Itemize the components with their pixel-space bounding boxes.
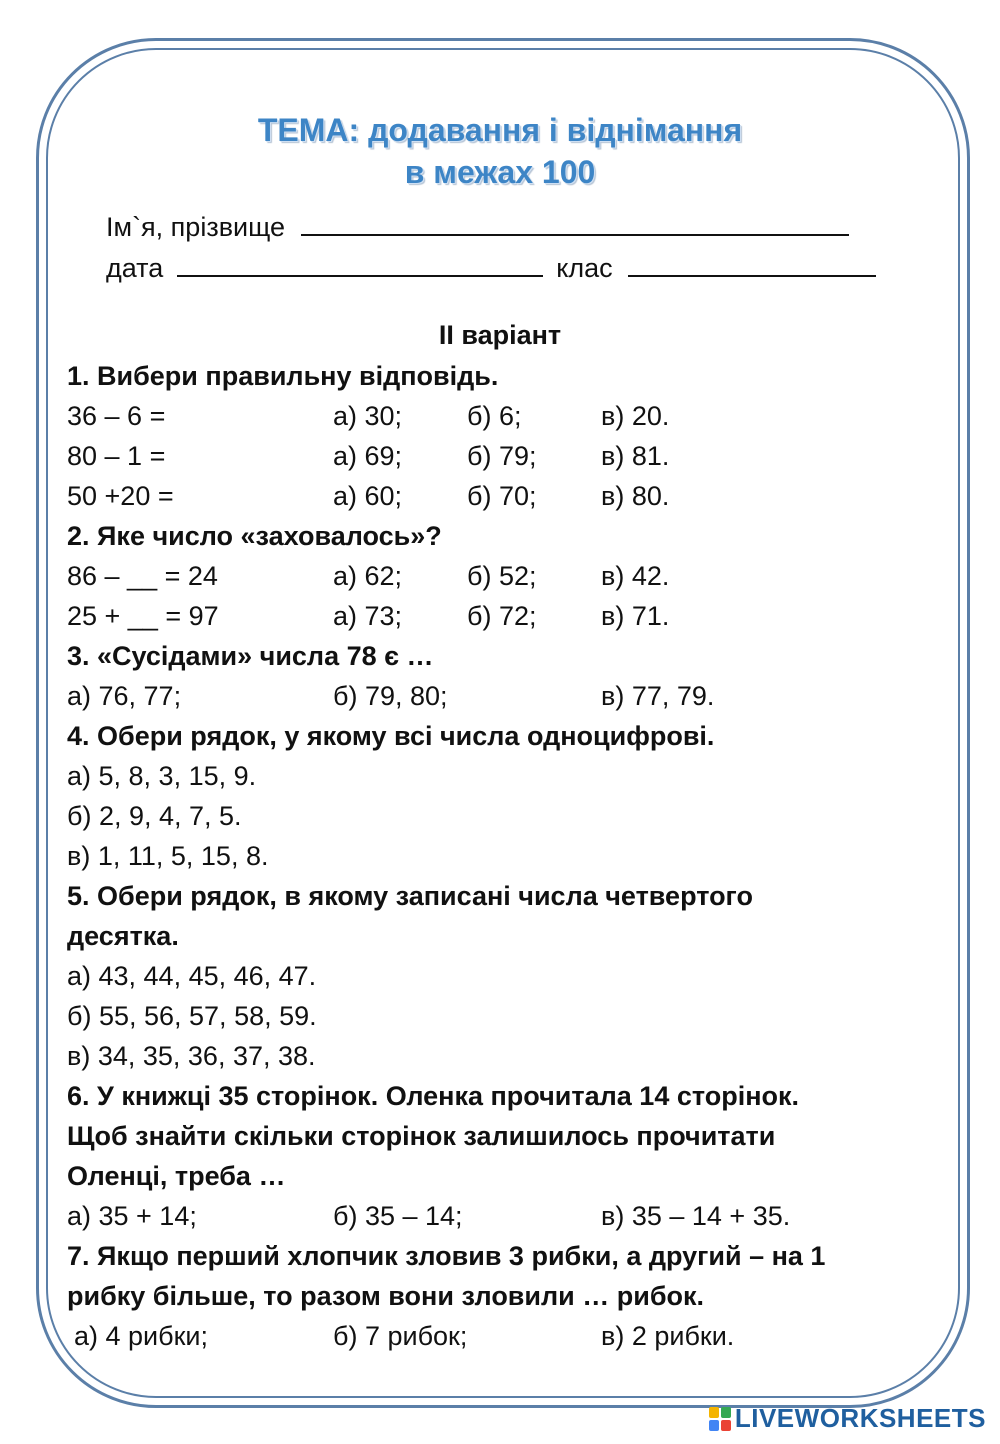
q2-option-b[interactable]: б) 52; xyxy=(467,561,537,591)
q1-option-b[interactable]: б) 79; xyxy=(467,441,537,471)
q7-option-b[interactable]: б) 7 рибок; xyxy=(333,1321,468,1351)
q6-title-line2: Щоб знайти скільки сторінок залишилось прочитати xyxy=(67,1121,776,1151)
name-label: Ім`я, прізвище xyxy=(106,212,286,242)
name-input-line[interactable] xyxy=(301,210,849,236)
q1-option-b[interactable]: б) 6; xyxy=(467,401,522,431)
class-label: клас xyxy=(556,253,613,283)
worksheet-title-line1: ТЕМА: додавання і віднімання xyxy=(257,112,743,148)
q5-title-line1: 5. Обери рядок, в якому записані числа четвертого xyxy=(67,881,753,911)
q4-option-b[interactable]: б) 2, 9, 4, 7, 5. xyxy=(67,801,242,831)
q1-option-b[interactable]: б) 70; xyxy=(467,481,537,511)
q1-option-c[interactable]: в) 81. xyxy=(601,441,670,471)
variant-heading: ІІ варіант xyxy=(438,320,562,350)
q5-option-c[interactable]: в) 34, 35, 36, 37, 38. xyxy=(67,1041,316,1071)
q1-expression: 80 – 1 = xyxy=(67,441,166,471)
q1-option-a[interactable]: а) 69; xyxy=(333,441,403,471)
q5-option-a[interactable]: а) 43, 44, 45, 46, 47. xyxy=(67,961,317,991)
q5-option-b[interactable]: б) 55, 56, 57, 58, 59. xyxy=(67,1001,317,1031)
q2-option-a[interactable]: а) 73; xyxy=(333,601,403,631)
q1-option-a[interactable]: а) 60; xyxy=(333,481,403,511)
q4-option-a[interactable]: а) 5, 8, 3, 15, 9. xyxy=(67,761,257,791)
date-class-row xyxy=(106,251,876,285)
q3-option-c[interactable]: в) 77, 79. xyxy=(601,681,715,711)
q1-title: 1. Вибери правильну відповідь. xyxy=(67,361,499,391)
q4-option-c[interactable]: в) 1, 11, 5, 15, 8. xyxy=(67,841,269,871)
q1-expression: 36 – 6 = xyxy=(67,401,166,431)
q6-title-line3: Оленці, треба … xyxy=(67,1161,286,1191)
q7-option-a[interactable]: а) 4 рибки; xyxy=(74,1321,208,1351)
name-field-row xyxy=(106,210,849,244)
watermark-text: LIVEWORKSHEETS xyxy=(734,1403,986,1433)
liveworksheets-logo-icon xyxy=(709,1407,731,1431)
q7-title-line2: рибку більше, то разом вони зловили … рибок. xyxy=(67,1281,705,1311)
q5-title-line2: десятка. xyxy=(67,921,179,951)
q6-option-b[interactable]: б) 35 – 14; xyxy=(333,1201,463,1231)
q1-option-c[interactable]: в) 20. xyxy=(601,401,670,431)
q2-expression: 25 + __ = 97 xyxy=(67,601,219,631)
date-input-line[interactable] xyxy=(177,251,543,277)
date-label: дата xyxy=(106,253,164,283)
q1-expression: 50 +20 = xyxy=(67,481,174,511)
q2-title: 2. Яке число «заховалось»? xyxy=(67,521,442,551)
q2-option-c[interactable]: в) 71. xyxy=(601,601,670,631)
q7-option-c[interactable]: в) 2 рибки. xyxy=(601,1321,735,1351)
q2-option-b[interactable]: б) 72; xyxy=(467,601,537,631)
worksheet-title-line2: в межах 100 xyxy=(404,154,596,190)
q2-option-c[interactable]: в) 42. xyxy=(601,561,670,591)
class-input-line[interactable] xyxy=(628,251,876,277)
q1-option-c[interactable]: в) 80. xyxy=(601,481,670,511)
q2-expression: 86 – __ = 24 xyxy=(67,561,218,591)
q6-title-line1: 6. У книжці 35 сторінок. Оленка прочитала 14 сторінок. xyxy=(67,1081,800,1111)
q2-option-a[interactable]: а) 62; xyxy=(333,561,403,591)
q4-title: 4. Обери рядок, у якому всі числа одноцифрові. xyxy=(67,721,715,751)
q3-option-a[interactable]: а) 76, 77; xyxy=(67,681,182,711)
q3-option-b[interactable]: б) 79, 80; xyxy=(333,681,448,711)
q7-title-line1: 7. Якщо перший хлопчик зловив 3 рибки, а другий – на 1 xyxy=(67,1241,826,1271)
liveworksheets-watermark xyxy=(709,1403,986,1434)
q6-option-c[interactable]: в) 35 – 14 + 35. xyxy=(601,1201,791,1231)
q1-option-a[interactable]: а) 30; xyxy=(333,401,403,431)
q6-option-a[interactable]: а) 35 + 14; xyxy=(67,1201,197,1231)
q3-title: 3. «Сусідами» числа 78 є … xyxy=(67,641,434,671)
